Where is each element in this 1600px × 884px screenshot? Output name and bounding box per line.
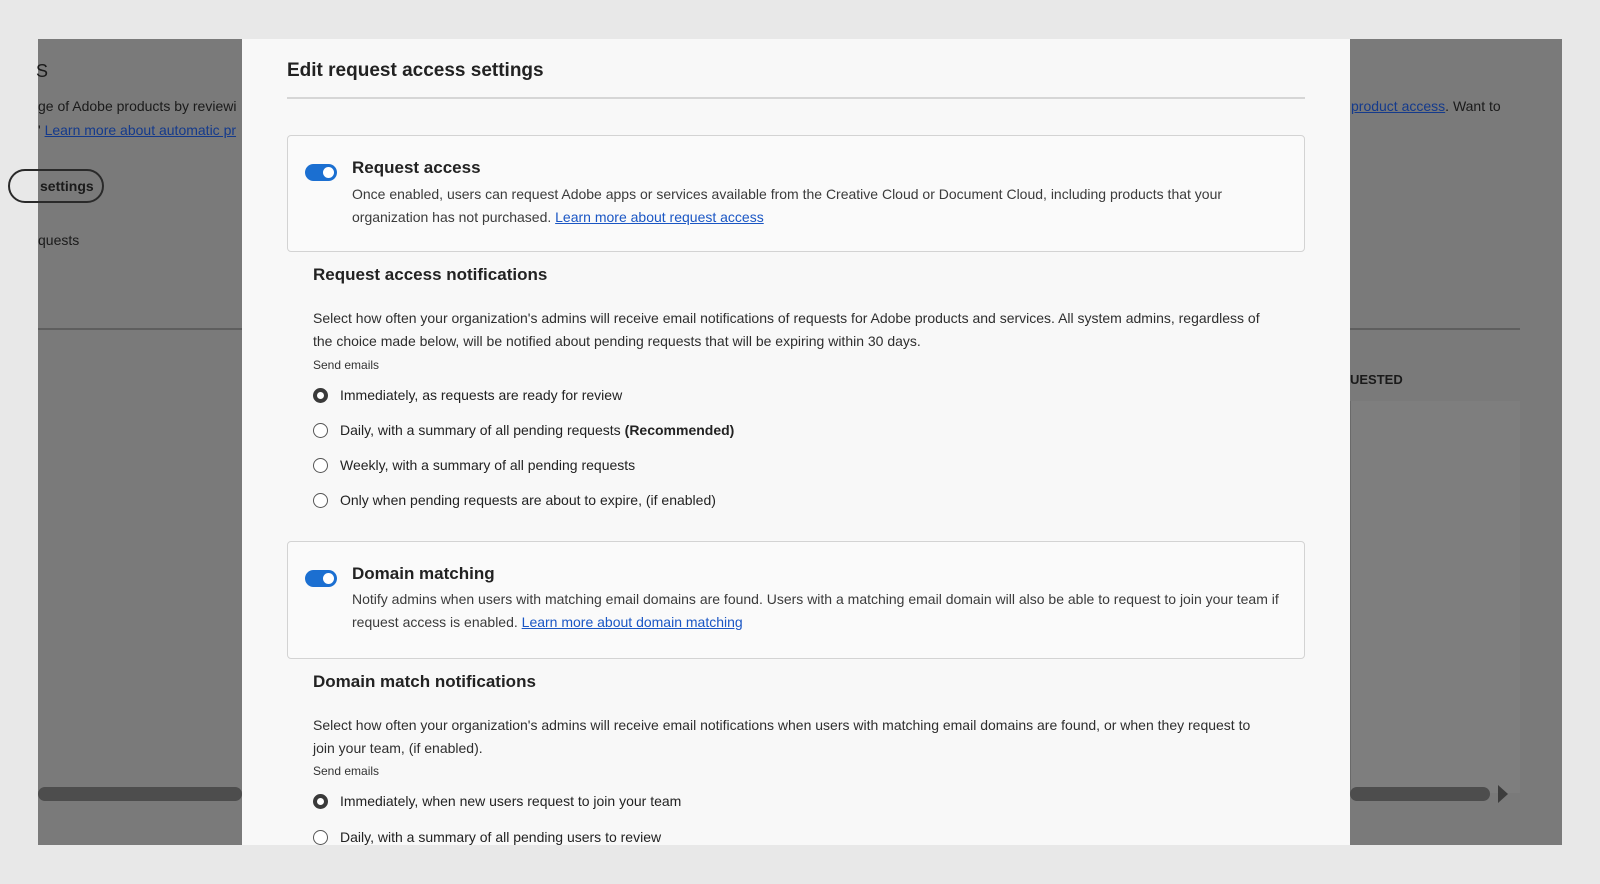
learn-more-domain-matching-link[interactable]: Learn more about domain matching [521,614,743,630]
domain-notifications-description: Select how often your organization's admins will receive email notifications when users with matching email domains are found, or when they request to join your team, (if enabled). [313,717,1251,756]
bg-divider-left [38,328,242,330]
radio-label: Weekly, with a summary of all pending requests [340,457,636,473]
modal-divider [287,97,1305,99]
domain-matching-desc-text: Notify admins when users with matching email domains are found. Users with a matching email domain will also be able to request to join your team if request access is enabled. [352,591,1279,630]
domain-matching-description [352,588,1282,634]
radio-unchecked-icon[interactable] [313,830,328,845]
radio-checked-icon[interactable] [313,794,328,809]
bg-scrollbar-left[interactable] [38,787,242,801]
radio-label: Immediately, when new users request to join your team [340,793,682,809]
bg-automatic-link[interactable]: Learn more about automatic pr [44,122,237,138]
request-access-toggle[interactable] [305,164,337,181]
radio-label: Only when pending requests are about to expire, (if enabled) [340,492,716,508]
bg-right-text [1351,98,1501,114]
request-access-description [352,183,1282,229]
domain-matching-toggle[interactable] [305,570,337,587]
domain-send-emails-label: Send emails [313,764,380,778]
bg-learn-more [38,122,236,138]
domain-matching-title: Domain matching [352,564,495,583]
bg-page-title: S [36,61,49,81]
request-access-desc-text: Once enabled, users can request Adobe apps or services available from the Creative Cloud or Document Cloud, including products that your organization has not purchased. [352,186,1223,225]
bg-table-panel [1350,401,1520,793]
recommended-label: (Recommended) [624,422,735,438]
radio-label: Immediately, as requests are ready for review [340,387,623,403]
bg-divider-right [1350,328,1520,330]
radio-checked-icon[interactable] [313,388,328,403]
radio-weekly[interactable] [313,455,635,475]
bg-right-suffix: . Want to [1445,98,1501,114]
request-access-title: Request access [352,158,481,177]
radio-domain-immediately[interactable] [313,791,681,811]
bg-description: ge of Adobe products by reviewi [38,98,237,114]
radio-domain-daily[interactable] [313,827,661,847]
scroll-right-arrow-icon[interactable] [1498,785,1508,803]
send-emails-label: Send emails [313,358,380,372]
bg-requests-tab[interactable]: quests [38,232,80,248]
radio-immediately[interactable] [313,385,622,405]
domain-notifications-title: Domain match notifications [313,672,536,691]
bg-prefix: ' [38,122,41,138]
bg-product-access-link[interactable]: product access [1351,98,1446,114]
radio-unchecked-icon[interactable] [313,458,328,473]
modal-title: Edit request access settings [287,60,544,81]
radio-daily[interactable] [313,420,734,440]
domain-matching-card [287,541,1305,659]
learn-more-request-access-link[interactable]: Learn more about request access [555,209,764,225]
request-notifications-title: Request access notifications [313,265,548,284]
request-access-card [287,135,1305,252]
radio-unchecked-icon[interactable] [313,423,328,438]
radio-label: Daily, with a summary of all pending users to review [340,829,662,845]
bg-column-header: UESTED [1350,372,1403,387]
bg-scrollbar-right[interactable] [1350,787,1490,801]
edit-request-access-modal [242,39,1350,845]
bg-settings-button[interactable]: settings [8,169,104,203]
request-notifications-description: Select how often your organization's admins will receive email notifications of requests for Adobe products and services. All system admins, regardless of the choice made below, will be notified about pending requests that will be expiring within 30 days. [313,310,1260,349]
radio-label: Daily, with a summary of all pending requests [340,422,621,438]
radio-unchecked-icon[interactable] [313,493,328,508]
radio-expiring[interactable] [313,490,716,510]
